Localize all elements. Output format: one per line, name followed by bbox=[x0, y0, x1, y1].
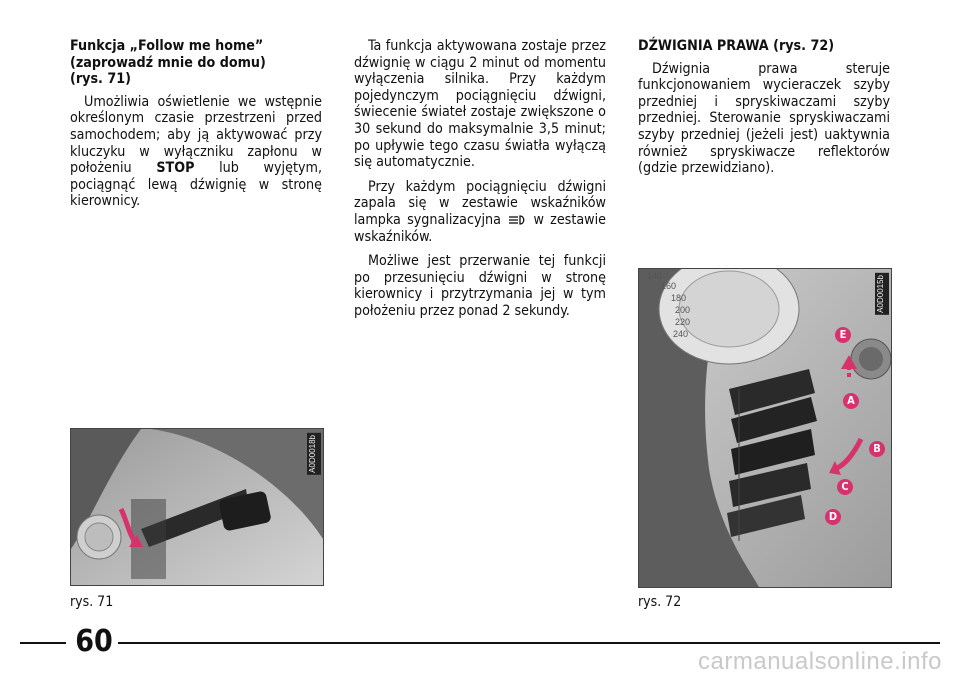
speedo-tick-label: 180 bbox=[671, 293, 687, 303]
heading-line-1: Funkcja „Follow me home” bbox=[70, 38, 264, 54]
figure-caption-72: rys. 72 bbox=[638, 594, 682, 610]
paragraph-lamp-text-1: Przy każdym pociągnięciu dźwigni zapala się w zestawie wskaźników lampka sygnalizacyjna bbox=[354, 178, 606, 228]
footer-rule-left bbox=[20, 642, 66, 644]
paragraph-interrupt: Możliwe jest przerwanie tej funkcji po przesunięciu dźwigni w stronę kierownicy i przytrzymania jej w tym położeniu przez ponad 2 sekundy. bbox=[354, 253, 606, 319]
column-left bbox=[70, 38, 322, 218]
paragraph-follow-me-home bbox=[70, 94, 322, 210]
right-lever-illustration bbox=[639, 269, 891, 587]
heading-ref-close: ) bbox=[828, 38, 835, 54]
label-a-badge: A bbox=[843, 393, 859, 409]
section-heading-right-lever bbox=[638, 38, 890, 55]
paragraph-warning-lamp bbox=[354, 179, 606, 245]
heading-main: DŹWIGNIA PRAWA bbox=[638, 38, 769, 54]
speedo-tick-label: 160 bbox=[661, 281, 677, 291]
column-middle bbox=[354, 38, 606, 328]
speedo-tick-label: 140 bbox=[647, 271, 663, 281]
watermark: carmanualsonline.info bbox=[698, 648, 942, 675]
paragraph-lamp-text-2: w zestawie wskaźników. bbox=[354, 211, 607, 245]
speedo-tick-label: 220 bbox=[675, 317, 691, 327]
paragraph-text-2: lub wyjętym, pociągnąć lewą dźwignię w stronę kierownicy. bbox=[70, 160, 322, 210]
stop-keyword: STOP bbox=[156, 160, 195, 177]
heading-ref-open: ( bbox=[768, 38, 779, 54]
figure-reference-71: rys. 71 bbox=[75, 71, 126, 88]
figure-reference-72: rys. 72 bbox=[778, 38, 829, 54]
section-heading-follow-me-home bbox=[70, 38, 322, 88]
paragraph-activation: Ta funkcja aktywowana zostaje przez dźwignię w ciągu 2 minut od momentu wyłączenia silnika. Przy każdym pojedynczym pociągnięciu dźwigni, świecenie świateł zostaje zwiększone o 30 sekund do maksymalnie 3,5 minut; po upływie tego czasu światła wyłączą się automatycznie. bbox=[354, 38, 606, 171]
label-c-badge: C bbox=[837, 479, 853, 495]
page-number: 60 bbox=[75, 624, 113, 659]
figure-caption-71: rys. 71 bbox=[70, 594, 114, 610]
label-d-badge: D bbox=[825, 509, 841, 525]
column-right bbox=[638, 38, 890, 185]
footer-rule-right bbox=[118, 642, 940, 644]
left-lever-illustration bbox=[71, 429, 323, 585]
speedo-tick-label: 240 bbox=[673, 329, 689, 339]
figure-code-72: A0D0015b bbox=[875, 273, 889, 315]
low-beam-lamp-icon bbox=[507, 215, 527, 225]
heading-line-3-open: ( bbox=[70, 71, 76, 88]
heading-line-3-close: ) bbox=[125, 71, 131, 88]
paragraph-right-lever: Dźwignia prawa steruje funkcjonowaniem wycieraczek szyby przedniej i spryskiwaczami szyby przedniej. Sterowanie spryskiwaczami szyby przedniej (jeżeli jest) uaktywnia również spryskiwacze reflektorów (gdzie przewidziano). bbox=[638, 60, 890, 177]
label-e-badge: E bbox=[835, 327, 851, 343]
figure-71-left-lever-photo bbox=[70, 428, 324, 586]
speedo-tick-label: 200 bbox=[675, 305, 691, 315]
figure-code-71: A0D0018b bbox=[307, 433, 321, 475]
heading-line-2: (zaprowadź mnie do domu) bbox=[70, 54, 266, 71]
label-b-badge: B bbox=[869, 441, 885, 457]
paragraph-text-1: Umożliwia oświetlenie we wstępnie określonym czasie przestrzeni przed samochodem; aby ją aktywować przy kluczyku w wyłączniku zapłonu w położeniu bbox=[70, 93, 322, 177]
figure-72-right-lever-photo bbox=[638, 268, 892, 588]
